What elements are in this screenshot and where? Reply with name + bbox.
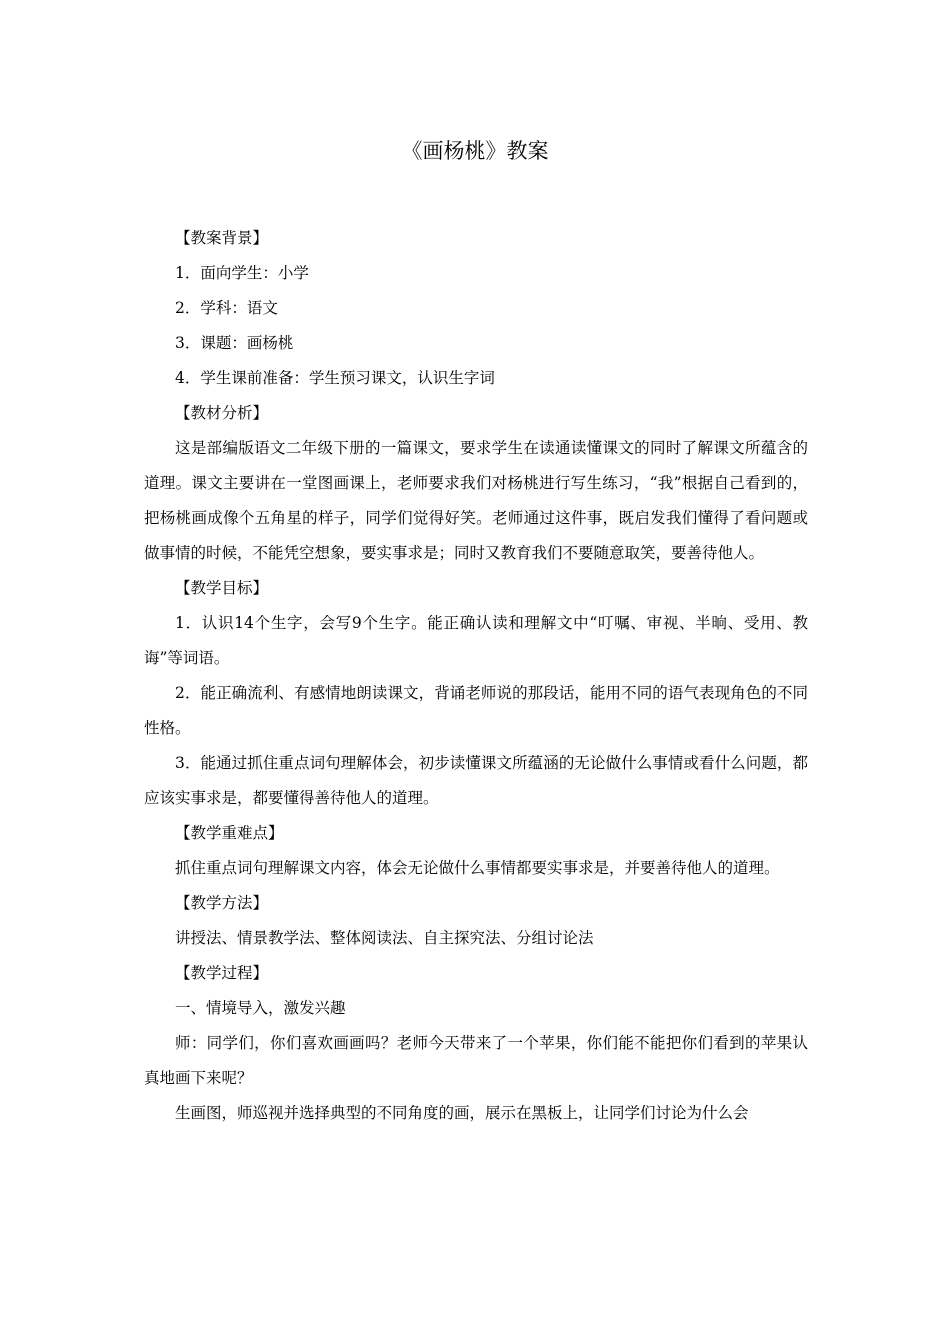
list-item: 2．学科：语文 xyxy=(175,299,278,317)
list-item: 1．认识14个生字，会写9个生字。能正确认读和理解文中“叮嘱、审视、半晌、受用、教诲”等词语。 xyxy=(144,614,808,667)
section-heading-analysis: 【教材分析】 xyxy=(175,404,269,422)
list-item: 2．能正确流利、有感情地朗读课文，背诵老师说的那段话，能用不同的语气表现角色的不同性格。 xyxy=(144,684,808,737)
process-paragraph: 师：同学们，你们喜欢画画吗？老师今天带来了一个苹果，你们能不能把你们看到的苹果认真地画下来呢？ xyxy=(144,1034,808,1087)
section-heading-goals: 【教学目标】 xyxy=(175,579,269,597)
analysis-paragraph: 这是部编版语文二年级下册的一篇课文，要求学生在读通读懂课文的同时了解课文所蕴含的道理。课文主要讲在一堂图画课上，老师要求我们对杨桃进行写生练习，“我”根据自己看到的，把杨桃画成像个五角星的样子，同学们觉得好笑。老师通过这件事，既启发我们懂得了看问题或做事情的时候，不能凭空想象，要实事求是；同时又教育我们不要随意取笑，要善待他人。 xyxy=(144,439,808,562)
section-heading-process: 【教学过程】 xyxy=(175,964,269,982)
section-heading-background: 【教案背景】 xyxy=(175,229,269,247)
document-body xyxy=(144,221,808,1131)
list-item: 4．学生课前准备：学生预习课文，认识生字词 xyxy=(175,369,495,387)
section-heading-keypoints: 【教学重难点】 xyxy=(175,824,284,842)
process-paragraph: 生画图，师巡视并选择典型的不同角度的画，展示在黑板上，让同学们讨论为什么会 xyxy=(175,1104,749,1122)
document-title: 《画杨桃》教案 xyxy=(401,139,549,163)
keypoints-paragraph: 抓住重点词句理解课文内容，体会无论做什么事情都要实事求是，并要善待他人的道理。 xyxy=(175,859,780,877)
section-heading-methods: 【教学方法】 xyxy=(175,894,269,912)
list-item: 1．面向学生：小学 xyxy=(175,264,309,282)
methods-paragraph: 讲授法、情景教学法、整体阅读法、自主探究法、分组讨论法 xyxy=(175,929,594,947)
process-step-title: 一、情境导入，激发兴趣 xyxy=(175,999,346,1017)
list-item: 3．课题：画杨桃 xyxy=(175,334,294,352)
list-item: 3．能通过抓住重点词句理解体会，初步读懂课文所蕴涵的无论做什么事情或看什么问题，都应该实事求是，都要懂得善待他人的道理。 xyxy=(144,754,808,807)
